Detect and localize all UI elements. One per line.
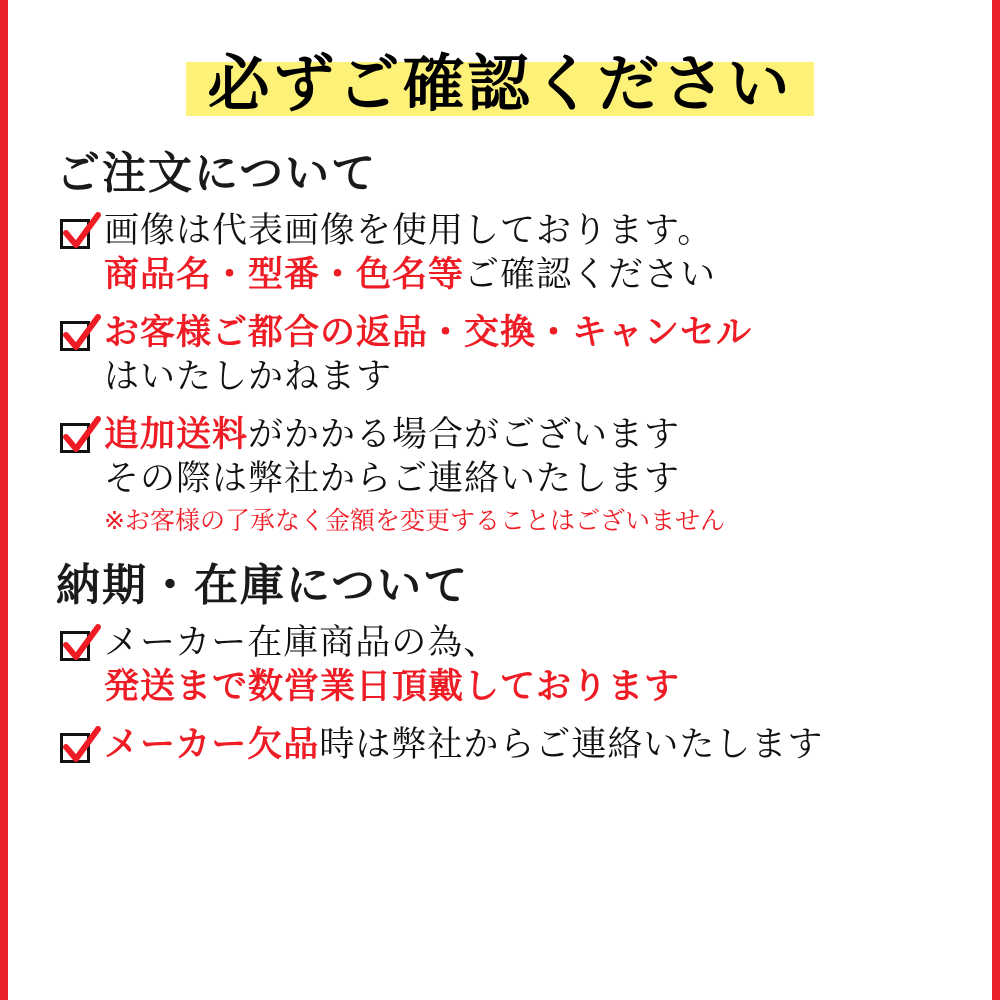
list-item-line: メーカー欠品時は弊社からご連絡いたします (104, 724, 824, 765)
list-item-line: 画像は代表画像を使用しております。 (104, 210, 714, 251)
list-item-line: お客様ご都合の返品・交換・キャンセル (104, 312, 753, 353)
list-item-text (104, 311, 954, 399)
list-item-note: ※お客様の了承なく金額を変更することはございません (104, 506, 725, 536)
list-item-text (104, 723, 954, 767)
list-item (58, 209, 954, 297)
list-item-line: 発送まで数営業日頂戴しております (104, 666, 681, 707)
page-title-text: 必ずご確認ください (207, 47, 793, 120)
list-item-line: メーカー在庫商品の為、 (104, 622, 500, 663)
section-heading-orders: ご注文について (56, 148, 378, 199)
checkbox-checked-icon (58, 627, 98, 667)
section-heading-delivery: 納期・在庫について (56, 559, 470, 611)
checkbox-checked-icon (58, 729, 98, 769)
list-item-line: 追加送料がかかる場合がございます (104, 415, 681, 456)
list-item-line: はいたしかねます (104, 357, 393, 398)
list-item-text (104, 209, 954, 297)
checkbox-checked-icon (58, 419, 98, 459)
list-item (58, 621, 954, 709)
list-item (58, 311, 954, 399)
page-title (46, 38, 954, 130)
list-item-text (104, 413, 954, 538)
list-item-text (104, 621, 954, 709)
list-item (58, 723, 954, 769)
list-item-line: 商品名・型番・色名等ご確認ください (104, 254, 717, 295)
list-item (58, 413, 954, 538)
checkbox-checked-icon (58, 317, 98, 357)
checkbox-checked-icon (58, 215, 98, 255)
notice-content (16, 0, 984, 1000)
list-item-line: その際は弊社からご連絡いたします (104, 459, 681, 500)
